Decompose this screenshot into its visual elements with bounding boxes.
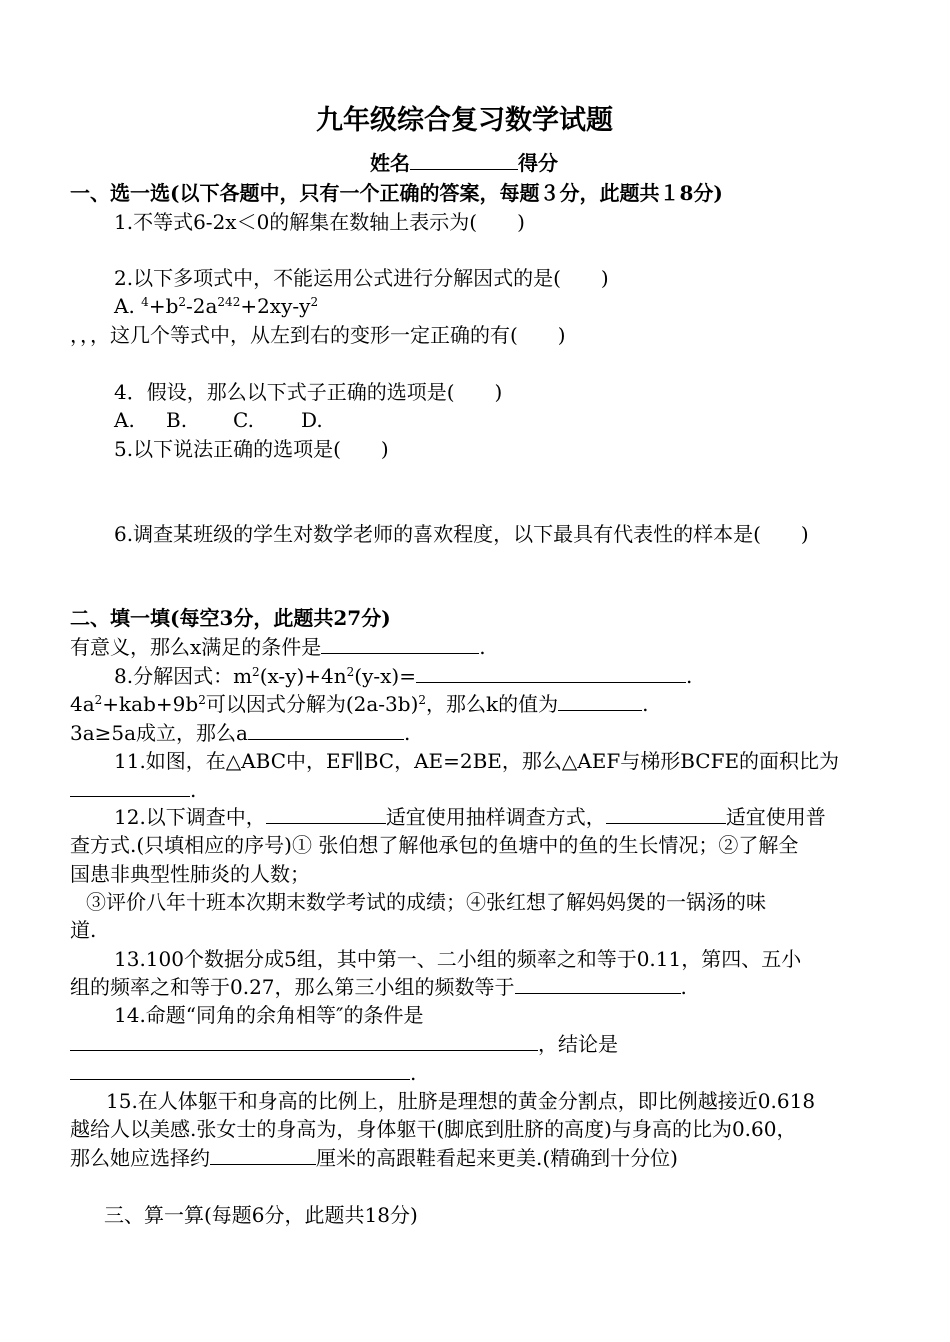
question-14: 14.命题“同角的余角相等″的条件是 <box>114 1003 424 1027</box>
option-d: D. <box>301 408 323 432</box>
q9-text: 可以因式分解为(2a-3b) <box>205 692 419 716</box>
exponent: 4 <box>141 295 149 309</box>
q12-text: 适宜使用普 <box>725 805 826 829</box>
q8-text: (x-y)+4n <box>259 664 347 688</box>
section2-heading: 二、填一填(每空3分，此题共27分) <box>70 606 391 630</box>
answer-blank <box>266 805 386 824</box>
q14-text: ，结论是 <box>538 1032 618 1056</box>
answer-blank <box>416 664 686 683</box>
period: . <box>479 635 486 659</box>
question-14-line3 <box>70 1061 416 1085</box>
question-12-line3: 国患非典型性肺炎的人数； <box>70 862 310 886</box>
name-blank <box>410 151 518 170</box>
page-title: 九年级综合复习数学试题 <box>316 105 613 136</box>
question-12-line5: 道. <box>70 918 97 942</box>
term: -2a <box>186 294 218 318</box>
question-9 <box>70 692 649 716</box>
period: . <box>190 778 197 802</box>
q12-text: 适宜使用抽样调查方式， <box>385 805 606 829</box>
q9-text: +kab+9b <box>102 692 199 716</box>
exponent: 2 <box>310 295 319 309</box>
question-7 <box>70 635 486 659</box>
answer-blank <box>210 1146 316 1165</box>
question-7-text: 有意义，那么x满足的条件是 <box>70 635 322 659</box>
question-12-line2: 查方式.(只填相应的序号)① 张伯想了解他承包的鱼塘中的鱼的生长情况；②了解全 <box>70 833 799 857</box>
exponent: 2 <box>346 665 355 679</box>
score-label: 得分 <box>518 151 558 175</box>
answer-blank <box>248 721 404 740</box>
exponent: 2 <box>94 693 103 707</box>
question-6: 6.调查某班级的学生对数学老师的喜欢程度，以下最具有代表性的样本是( ) <box>114 522 809 546</box>
question-15-line3 <box>70 1146 678 1170</box>
question-15-line2: 越给人以美感.张女士的身高为，身体躯干(脚底到肚脐的高度)与身高的比为0.60， <box>70 1117 797 1141</box>
q8-text: (y-x)= <box>354 664 416 688</box>
answer-blank <box>70 1061 410 1080</box>
q15-text: 那么她应选择约 <box>70 1146 210 1170</box>
option-a-label: A. <box>114 294 142 318</box>
answer-blank <box>515 975 681 994</box>
q9-text: 4a <box>70 692 95 716</box>
exponent: 242 <box>217 295 241 309</box>
question-12-line4: ③评价八年十班本次期末数学考试的成绩；④张红想了解妈妈煲的一锅汤的味 <box>86 890 766 914</box>
q8-text: 8.分解因式：m <box>114 664 253 688</box>
question-11-answer <box>70 778 196 802</box>
name-score-line <box>370 151 558 175</box>
option-a: A. <box>114 408 135 432</box>
answer-blank <box>70 1032 538 1051</box>
option-b: B. <box>166 408 188 432</box>
option-c: C. <box>233 408 254 432</box>
exponent: 2 <box>178 295 187 309</box>
period: . <box>680 975 687 999</box>
question-15: 15.在人体躯干和身高的比例上，肚脐是理想的黄金分割点，即比例越接近0.618 <box>106 1089 816 1113</box>
q13-text: 组的频率之和等于0.27，那么第三小组的频数等于 <box>70 975 515 999</box>
question-13: 13.100个数据分成5组，其中第一、二小组的频率之和等于0.11，第四、五小 <box>114 947 802 971</box>
term: +2xy-y <box>240 294 311 318</box>
name-label: 姓名 <box>370 151 410 175</box>
question-4-options <box>114 408 323 432</box>
period: . <box>685 664 693 688</box>
question-5: 5.以下说法正确的选项是( ) <box>114 437 389 461</box>
exponent: 2 <box>418 693 427 707</box>
question-12 <box>114 805 826 829</box>
q9-text: ，那么k的值为 <box>426 692 559 716</box>
answer-blank <box>558 692 642 711</box>
question-10 <box>70 721 410 745</box>
question-2: 2.以下多项式中，不能运用公式进行分解因式的是( ) <box>114 266 609 290</box>
term: +b <box>148 294 179 318</box>
answer-blank <box>321 635 479 654</box>
period: . <box>403 721 411 745</box>
period: . <box>642 692 649 716</box>
question-13-line2 <box>70 975 687 999</box>
question-1: 1.不等式6-2x＜0的解集在数轴上表示为( ) <box>114 210 525 234</box>
question-4: 4．假设，那么以下式子正确的选项是( ) <box>114 380 503 404</box>
answer-blank <box>606 805 726 824</box>
question-11: 11.如图，在△ABC中，EF∥BC，AE=2BE，那么△AEF与梯形BCFE的面积比为 <box>114 749 840 773</box>
question-14-line2 <box>70 1032 618 1056</box>
exponent: 2 <box>252 665 260 679</box>
question-2-options <box>114 294 318 318</box>
exponent: 2 <box>198 693 206 707</box>
section1-heading: 一、选一选(以下各题中，只有一个正确的答案，每题３分，此题共１8分) <box>70 181 723 205</box>
section3-heading: 三、算一算(每题6分，此题共18分) <box>104 1203 418 1227</box>
question-3: ，，，这几个等式中，从左到右的变形一定正确的有( ) <box>70 323 566 347</box>
q10-text: 3a≥5a成立，那么a <box>70 721 248 745</box>
q12-text: 12.以下调查中， <box>114 805 266 829</box>
q15-text: 厘米的高跟鞋看起来更美.(精确到十分位) <box>316 1146 678 1170</box>
question-8 <box>114 664 692 688</box>
period: . <box>410 1061 417 1085</box>
answer-blank <box>70 778 190 797</box>
